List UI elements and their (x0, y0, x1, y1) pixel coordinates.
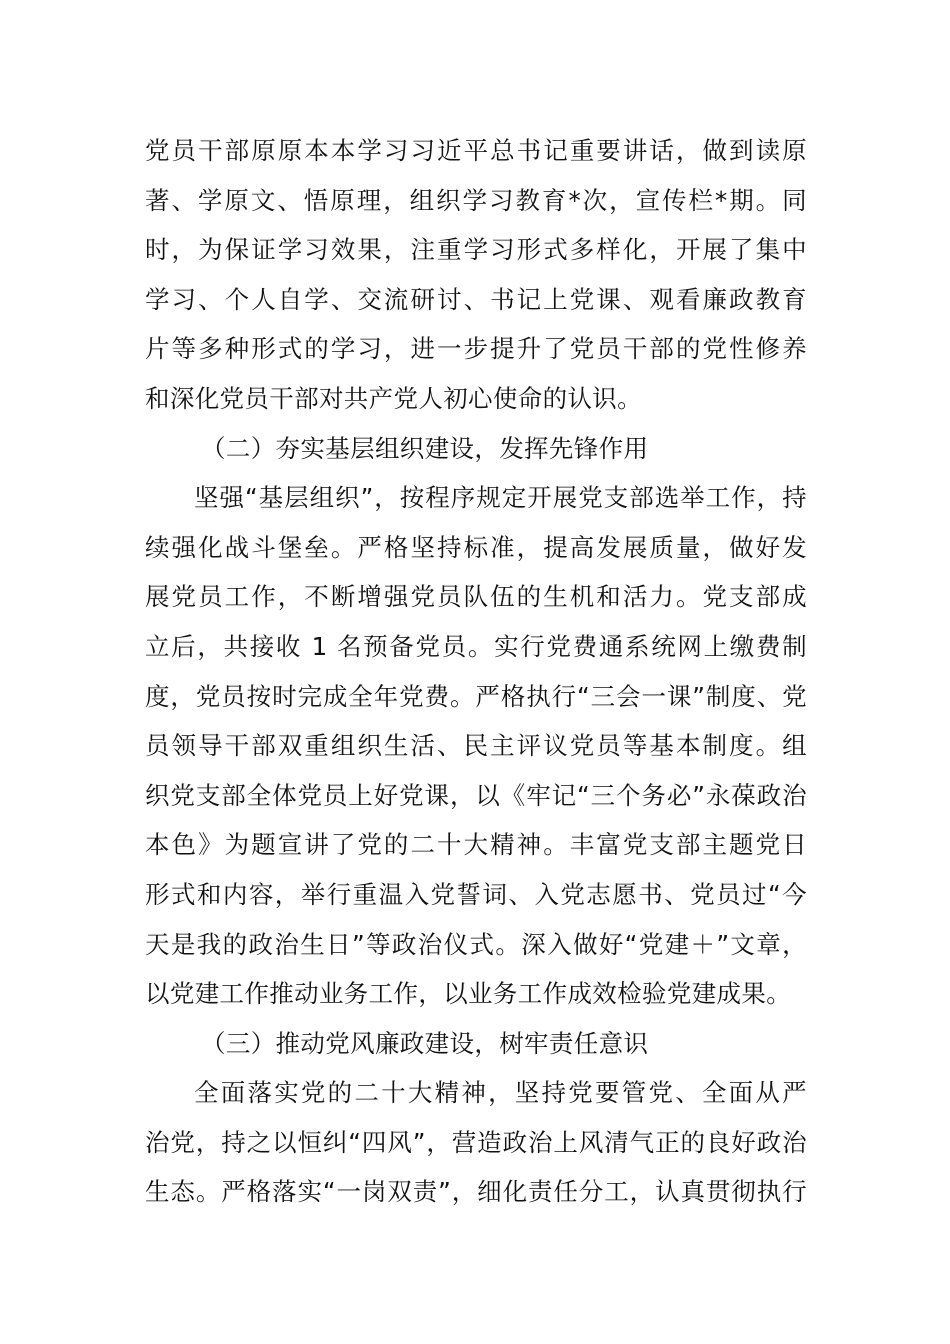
paragraph-integrity (145, 1068, 807, 1217)
paragraph-study (145, 126, 807, 424)
text-line: 度，党员按时完成全年党费。严格执行“三会一课”制度、党 (145, 681, 807, 711)
text-line: 以党建工作推动业务工作，以业务工作成效检验党建成果。 (145, 979, 792, 1009)
text-line: 立后，共接收 1 名预备党员。实行党费通系统网上缴费制 (145, 631, 807, 661)
text-line: 织党支部全体党员上好党课，以《牢记“三个务必”永葆政治 (145, 780, 807, 810)
text-line: 展党员工作，不断增强党员队伍的生机和活力。党支部成 (145, 582, 807, 612)
text-line: 党员干部原原本本学习习近平总书记重要讲话，做到读原 (145, 136, 807, 165)
text-line: 和深化党员干部对共产党人初心使命的认识。 (145, 383, 642, 413)
text-line: 片等多种形式的学习，进一步提升了党员干部的党性修养 (145, 334, 807, 364)
text-line: 续强化战斗堡垒。严格坚持标准，提高发展质量，做好发 (145, 532, 807, 562)
text-line: 时，为保证学习效果，注重学习形式多样化，开展了集中 (145, 235, 807, 265)
text-line: 形式和内容，举行重温入党誓词、入党志愿书、党员过“今 (145, 879, 807, 909)
document-body (145, 126, 807, 1217)
text-line: 天是我的政治生日”等政治仪式。深入做好“党建＋”文章， (145, 929, 807, 959)
section-heading-2: （二）夯实基层组织建设，发挥先锋作用 (201, 433, 649, 463)
text-line: 著、学原文、悟原理，组织学习教育*次，宣传栏*期。同 (145, 185, 807, 215)
section-heading-3: （三）推动党风廉政建设，树牢责任意识 (201, 1028, 649, 1058)
text-line: 员领导干部双重组织生活、民主评议党员等基本制度。组 (145, 731, 807, 761)
text-line: 全面落实党的二十大精神，坚持党要管党、全面从严 (194, 1078, 807, 1108)
text-line: 本色》为题宣讲了党的二十大精神。丰富党支部主题党日 (145, 830, 807, 860)
text-line: 学习、个人自学、交流研讨、书记上党课、观看廉政教育 (145, 284, 807, 314)
paragraph-organization (145, 473, 807, 1019)
text-line: 生态。严格落实“一岗双责”，细化责任分工，认真贯彻执行 (145, 1177, 807, 1207)
text-line: 治党，持之以恒纠“四风”，营造政治上风清气正的良好政治 (145, 1127, 807, 1157)
text-line: 坚强“基层组织”，按程序规定开展党支部选举工作，持 (194, 483, 807, 513)
